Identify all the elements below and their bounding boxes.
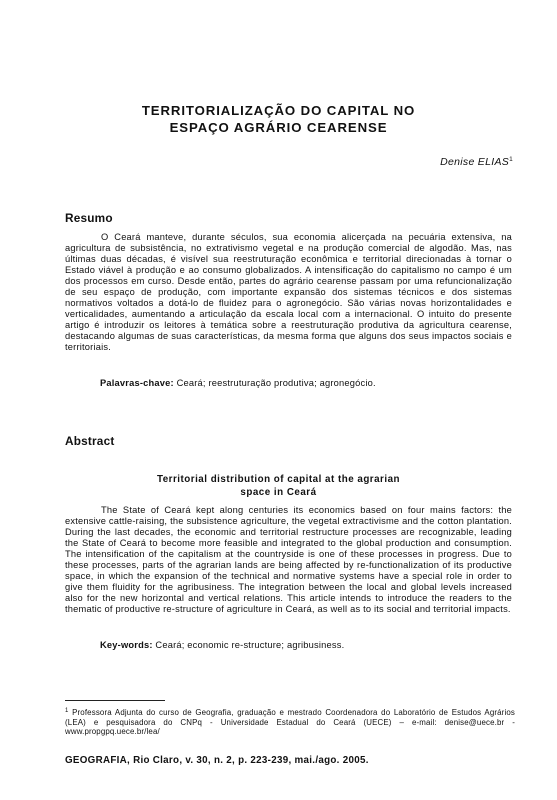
- abstract-title-line-2: space in Ceará: [240, 486, 317, 498]
- abstract-title: [0, 474, 557, 499]
- abstract-keywords-text: Ceará; economic re-structure; agribusiness.: [155, 640, 345, 650]
- resumo-keywords-text: Ceará; reestruturação produtiva; agronegócio.: [176, 378, 376, 388]
- abstract-title-line-1: Territorial distribution of capital at the agrarian: [156, 474, 401, 485]
- resumo-keywords-label: Palavras-chave:: [100, 378, 174, 388]
- footnote-text: Professora Adjunta do curso de Geografia, graduação e mestrado Coordenadora do Laboratório de Estudos Agrários (LEA) e pesquisadora do CNPq - Universidade Estadual do Ceará (UECE) – e-mail: denise@uece.br - www.propgpq.uece.br/lea/: [65, 708, 515, 736]
- journal-citation: GEOGRAFIA, Rio Claro, v. 30, n. 2, p. 223-239, mai./ago. 2005.: [65, 755, 369, 766]
- resumo-keywords: [100, 378, 376, 388]
- footnote-mark: 1: [65, 708, 69, 714]
- resumo-body: O Ceará manteve, durante séculos, sua economia alicerçada na pecuária extensiva, na agricultura de subsistência, no extrativismo vegetal e na produção comercial de algodão. Mas, nas últimas duas décadas, é visível sua reestruturação econômica e territorial direcionadas à tornar o Estado viável à produção e ao consumo globalizados. A intensificação do capitalismo no campo é um dos processos em curso. Desde então, partes do agrário cearense passam por uma refuncionalização de seu espaço de produção, com importante expansão dos sistemas técnicos e dos sistemas normativos voltados a dotá-lo de fluidez para o agronegócio. São várias novas horizontalidades e verticalidades, aumentando a articulação da escala local com a internacional. O intuito do presente artigo é introduzir os leitores à temática sobre a reestruturação produtiva da agricultura cearense, destacando algumas de suas características, da mesma forma que alguns dos seus impactos sociais e territoriais.: [65, 232, 512, 353]
- author-line: [440, 156, 513, 168]
- resumo-heading: Resumo: [65, 211, 113, 225]
- abstract-keywords: [100, 640, 344, 650]
- author-note-mark: 1: [509, 156, 513, 163]
- author-name: Denise ELIAS: [440, 156, 510, 168]
- abstract-keywords-label: Key-words:: [100, 640, 153, 650]
- article-title: [0, 103, 557, 136]
- article-title-line-2: ESPAÇO AGRÁRIO CEARENSE: [169, 119, 388, 135]
- abstract-body: The State of Ceará kept along centuries its economics based on four mains factors: the extensive cattle-raising, the subsistence agriculture, the vegetal extractivisme and the cotton plantation. During the last decades, the economic and territorial restructure processes are recognizable, leading the State of Ceará to become more feasible and integrated to the global production and consumption. The intensification of the capitalism at the countryside is one of these processes in progress. Due to these processes, parts of the agrarian lands are being affected by re-functionalization of its productive space, in which the expansion of the technical and normative systems have a special role in order to give them fluidity for the agribusiness. The integration between the local and global levels increased also for the new horizontal and vertical relations. This article intends to introduce the readers to the thematic of productive re-structure of agriculture in Ceará, as well as to its social and territorial impacts.: [65, 505, 512, 615]
- footnote-divider: [65, 700, 165, 701]
- abstract-heading: Abstract: [65, 434, 115, 448]
- article-title-line-1: TERRITORIALIZAÇÃO DO CAPITAL NO: [141, 103, 416, 118]
- footnote: [65, 707, 515, 737]
